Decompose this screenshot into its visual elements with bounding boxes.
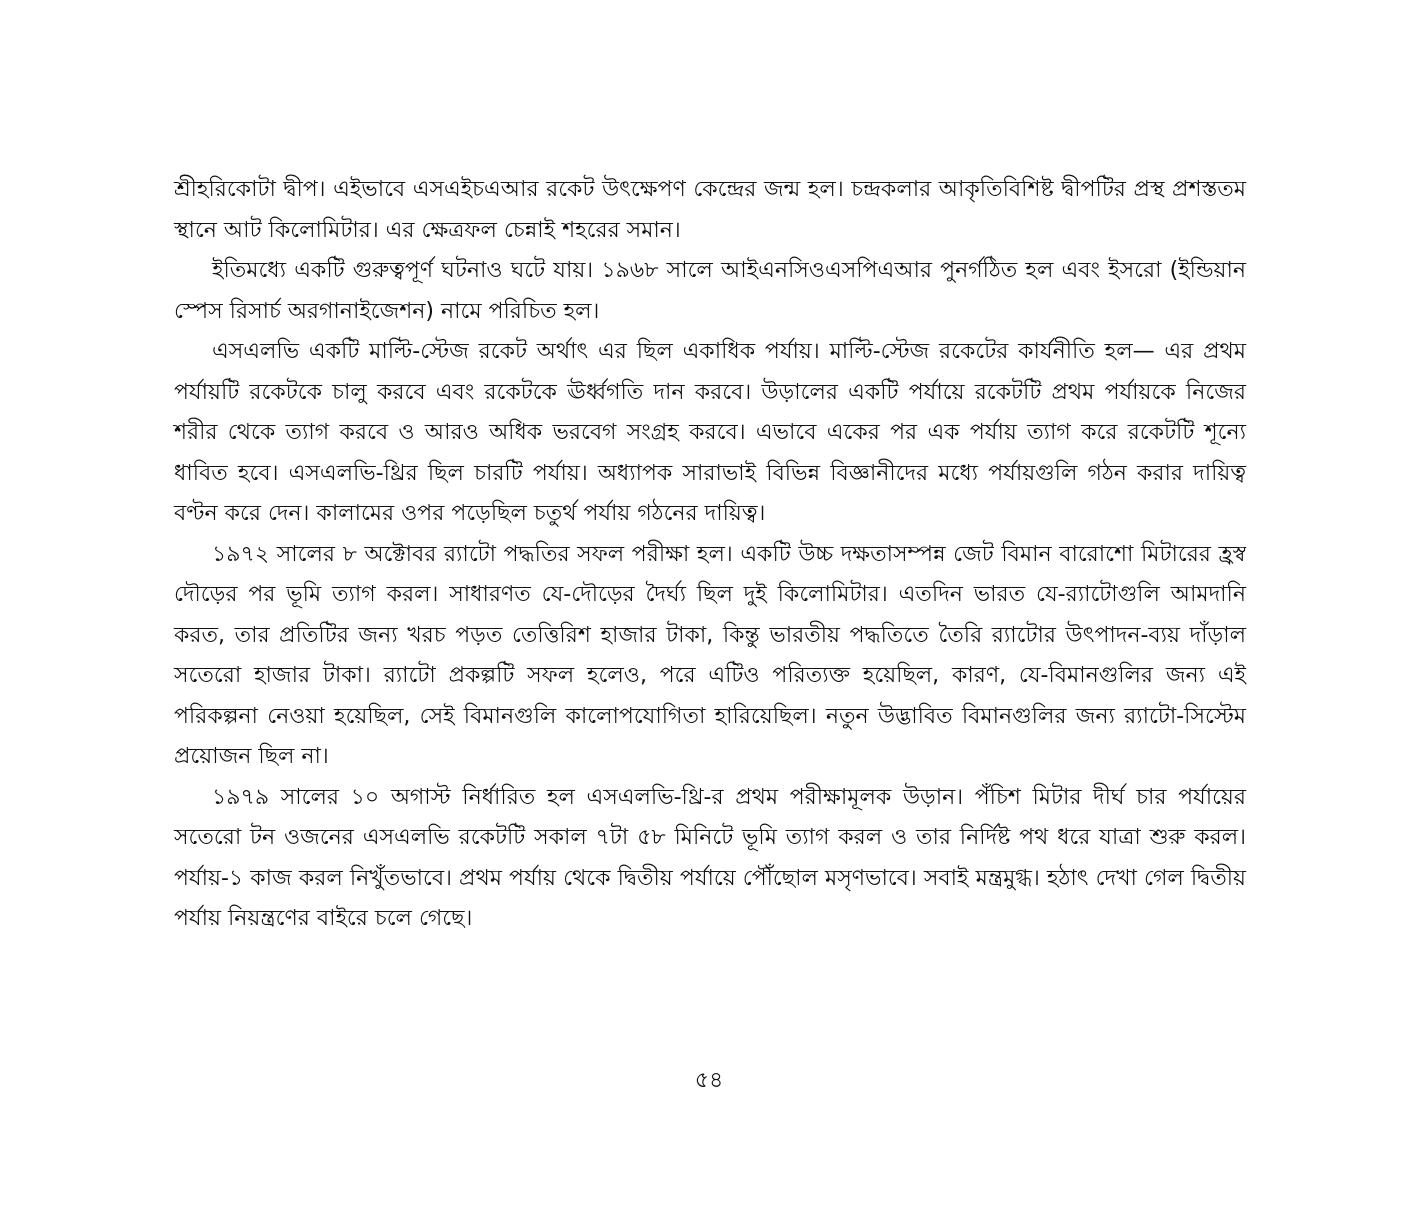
page-number: ৫৪ <box>694 1068 724 1093</box>
paragraph-2: ইতিমধ্যে একটি গুরুত্বপূর্ণ ঘটনাও ঘটে যায়। ১৯৬৮ সালে আইএনসিওএসপিএআর পুনর্গঠিত হল এবং ইসরো (ইন্ডিয়ান স্পেস রিসার্চ অরগানাইজেশন) নামে পরিচিত হল। <box>174 258 1246 324</box>
body-text <box>174 170 1246 940</box>
paragraph-4: ১৯৭২ সালের ৮ অক্টোবর র‍্যাটো পদ্ধতির সফল পরীক্ষা হল। একটি উচ্চ দক্ষতাসম্পন্ন জেট বিমান বারোশো মিটারের হ্রস্ব দৌড়ের পর ভূমি ত্যাগ করল। সাধারণত যে-দৌড়ের দৈর্ঘ্য ছিল দুই কিলোমিটার। এতদিন ভারত যে-র‍্যাটোগুলি আমদানি করত, তার প্রতিটির জন্য খরচ পড়ত তেত্তিরিশ হাজার টাকা, কিন্তু ভারতীয় পদ্ধতিতে তৈরি র‍্যাটোর উৎপাদন-ব্যয় দাঁড়াল সতেরো হাজার টাকা। র‍্যাটো প্রকল্পটি সফল হলেও, পরে এটিও পরিত্যক্ত হয়েছিল, কারণ, যে-বিমানগুলির জন্য এই পরিকল্পনা নেওয়া হয়েছিল, সেই বিমানগুলি কালোপযোগিতা হারিয়েছিল। নতুন উদ্ভাবিত বিমানগুলির জন্য র‍্যাটো-সিস্টেম প্রয়োজন ছিল না। <box>174 541 1246 769</box>
paragraph-5: ১৯৭৯ সালের ১০ অগাস্ট নির্ধারিত হল এসএলভি-থ্রি-র প্রথম পরীক্ষামূলক উড়ান। পঁচিশ মিটার দীর্ঘ চার পর্যায়ের সতেরো টন ওজনের এসএলভি রকেটটি সকাল ৭টা ৫৮ মিনিটে ভূমি ত্যাগ করল ও তার নির্দিষ্ট পথ ধরে যাত্রা শুরু করল। পর্যায়-১ কাজ করল নিখুঁতভাবে। প্রথম পর্যায় থেকে দ্বিতীয় পর্যায়ে পৌঁছোল মসৃণভাবে। সবাই মন্ত্রমুগ্ধ। হঠাৎ দেখা গেল দ্বিতীয় পর্যায় নিয়ন্ত্রণের বাইরে চলে গেছে। <box>174 784 1246 931</box>
paragraph-1: শ্রীহরিকোটা দ্বীপ। এইভাবে এসএইচএআর রকেট উৎক্ষেপণ কেন্দ্রের জন্ম হল। চন্দ্রকলার আকৃতিবিশিষ্ট দ্বীপটির প্রস্থ প্রশস্ততম স্থানে আট কিলোমিটার। এর ক্ষেত্রফল চেন্নাই শহরের সমান। <box>174 177 1246 243</box>
paragraph-3: এসএলভি একটি মাল্টি-স্টেজ রকেট অর্থাৎ এর ছিল একাধিক পর্যায়। মাল্টি-স্টেজ রকেটের কার্যনীতি হল— এর প্রথম পর্যায়টি রকেটকে চালু করবে এবং রকেটকে ঊর্ধ্বগতি দান করবে। উড়ালের একটি পর্যায়ে রকেটটি প্রথম পর্যায়কে নিজের শরীর থেকে ত্যাগ করবে ও আরও অধিক ভরবেগ সংগ্রহ করবে। এভাবে একের পর এক পর্যায় ত্যাগ করে রকেটটি শূন্যে ধাবিত হবে। এসএলভি-থ্রির ছিল চারটি পর্যায়। অধ্যাপক সারাভাই বিভিন্ন বিজ্ঞানীদের মধ্যে পর্যায়গুলি গঠন করার দায়িত্ব বণ্টন করে দেন। কালামের ওপর পড়েছিল চতুর্থ পর্যায় গঠনের দায়িত্ব। <box>174 339 1246 526</box>
